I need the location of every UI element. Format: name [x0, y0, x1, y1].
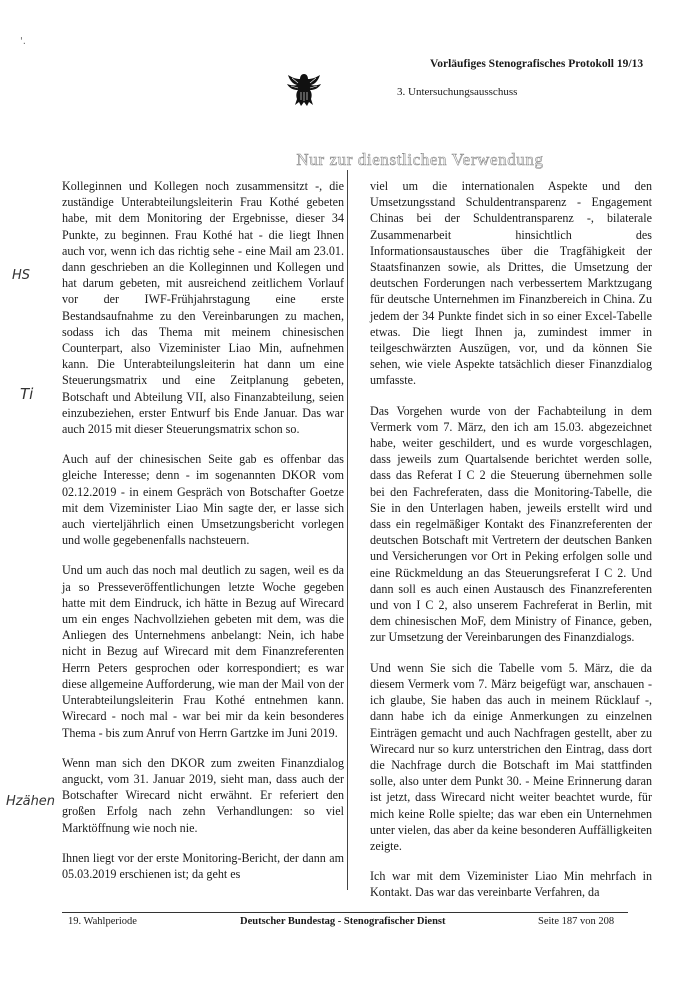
- footer-divider: [62, 912, 628, 913]
- committee-label: 3. Untersuchungsausschuss: [397, 86, 518, 98]
- margin-note-ti: Ti: [20, 385, 34, 403]
- margin-note-hzahen: Hzähen: [6, 794, 56, 809]
- right-column: [370, 178, 652, 915]
- corner-mark: '.: [20, 36, 26, 47]
- column-divider: [347, 170, 348, 890]
- bundestag-eagle-logo: [284, 72, 324, 108]
- footer-publisher: Deutscher Bundestag - Stenografischer Dienst: [240, 916, 446, 927]
- footer-page-number: Seite 187 von 208: [538, 916, 615, 927]
- protocol-title: Vorläufiges Stenografisches Protokoll 19/13: [430, 58, 644, 70]
- paragraph: viel um die internationalen Aspekte und den Umsetzungsstand Schuldentransparenz - Engagement Chinas bei der Schuldentransparenz -, bilaterale Zusammenarbeit hinsichtlich des Informationsaustausches über die Tragfähigkeit der Staatsfinanzen sowie, als Drittes, die Umsetzung der deutschen Forderungen nach verbessertem Marktzugang für deutsche Unternehmen im Finanzbereich in China. Zu jedem der 34 Punkte findet sich in so einer Excel-Tabelle etwas. Die liegt Ihnen ja, zumindest immer in teilgeschwärzten Auszügen, vor, und da können Sie sehen, wie viele Aspekte tatsächlich dieser Finanzdialog umfasste.: [370, 179, 652, 388]
- paragraph: Kolleginnen und Kollegen noch zusammensitzt -, die zuständige Unterabteilungsleiterin Frau Kothé gebeten habe, mit dem Monitoring der Ergebnisse, dieser 34 Punkte, zu beginnen. Frau Kothé hat - die liegt Ihnen auch vor, wenn ich das richtig sehe - eine Mail am 23.01. dann geschrieben an die Kolleginnen und Kollegen und hat darum gebeten, mit ausreichend zeitlichem Vorlauf vor der IWF-Frühjahrstagung eine erste Bestandsaufnahme zu den Vereinbarungen zu machen, sodass ich das Thema mit meinem chinesischen Counterpart, also Vizeminister Liao Min, aufnehmen kann. Die Unterabteilungsleiterin hat dann um eine Steuerungsmatrix und eine Zeitplanung gebeten, Botschaft und Abteilung VII, also Finanzabteilung, seien einzubeziehen, erster Entwurf bis Ende Januar. Das war auch 2015 mit dieser Steuerungsmatrix schon so.: [62, 179, 344, 437]
- paragraph: Und um auch das noch mal deutlich zu sagen, weil es da ja so Presseveröffentlichungen letzte Woche gegeben hatte mit dem Eindruck, ich hätte in Bezug auf Wirecard um ein enges Nachvollziehen gebeten mit dem, was die Anliegen des Unternehmens anbelangt: Nein, ich habe nicht in Bezug auf Wirecard mit dem Finanzreferenten Herrn Peters gesprochen oder korrespondiert; es war diese allgemeine Aufforderung, wie man der Mail von der Unterabteilungsleiterin Frau Kothé entnehmen kann. Wirecard - noch mal - war bei mir da kein besonderes Thema - bis zum Anruf von Herrn Gartzke im Juni 2019.: [62, 563, 344, 740]
- paragraph: Ich war mit dem Vizeminister Liao Min mehrfach in Kontakt. Das war das vereinbarte Verfahren, da: [370, 869, 652, 900]
- paragraph: Wenn man sich den DKOR zum zweiten Finanzdialog anguckt, vom 31. Januar 2019, sieht man, dass auch der Botschafter Wirecard nicht erwähnt. Er referiert den großen Erfolg nach zehn Verhandlungen: so viel Marktöffnung wie noch nie.: [62, 755, 344, 835]
- margin-note-hs: HS: [12, 268, 31, 283]
- paragraph: Auch auf der chinesischen Seite gab es offenbar das gleiche Interesse; denn - im sogenannten DKOR vom 02.12.2019 - in einem Gespräch von Botschafter Goetze mit dem Vizeminister Liao Min sagte der, er lasse sich auch vierteljährlich einen Umsetzungsbericht vorlegen und wolle gegebenenfalls nachsteuern.: [62, 452, 344, 548]
- footer-period: 19. Wahlperiode: [68, 916, 137, 927]
- watermark-stamp: Nur zur dienstlichen Verwendung: [296, 150, 544, 169]
- paragraph: Das Vorgehen wurde von der Fachabteilung in dem Vermerk vom 7. März, den ich am 15.03. abgezeichnet habe, weiter geschildert, und es wurde vorgeschlagen, dass jeweils zum Quartalsende berichtet werden solle, dass das Referat I C 2 die Steuerung übernehmen solle bei den Fachreferaten, dass die Monitoring-Tabelle, die Sie in den Unterlagen haben, jeweils erstellt wird und dass ein regelmäßiger Kontakt des Finanzreferenten der deutschen Botschaft mit Vertretern der deutschen Banken und Versicherungen vor Ort in Peking erfolgen solle und eine Rückmeldung an das Steuerungsreferat I C 2. Und dann soll es auch einen Austausch des Finanzreferenten und von I C 2, also unserem Fachreferat in Berlin, mit dem chinesischen MoF, dem Ministry of Finance, geben, zur Umsetzung der Vereinbarungen des Finanzdialogs.: [370, 403, 652, 645]
- paragraph: Und wenn Sie sich die Tabelle vom 5. März, die da diesem Vermerk vom 7. März beigefügt war, anschauen - ich glaube, Sie haben das auch in meinem Rücklauf -, dann habe ich da einige Anmerkungen zu einzelnen Einträgen gemacht und auch Nachfragen gestellt, aber zu Wirecard nur so kurz unterstrichen den Eintrag, dass dort die Nachfrage durch die Botschaft im Mai stattfinden solle, also unter dem Punkt 30. - Meine Erinnerung daran ist jetzt, dass Wirecard nicht weiter beachtet wurde, für mich keine Rolle spielte; das war eben ein Unternehmen unter vielen, das aber da keine besonderen Auffälligkeiten zeigte.: [370, 660, 652, 853]
- left-column: [62, 178, 344, 896]
- paragraph: Ihnen liegt vor der erste Monitoring-Bericht, der dann am 05.03.2019 erschienen ist; da geht es: [62, 850, 344, 881]
